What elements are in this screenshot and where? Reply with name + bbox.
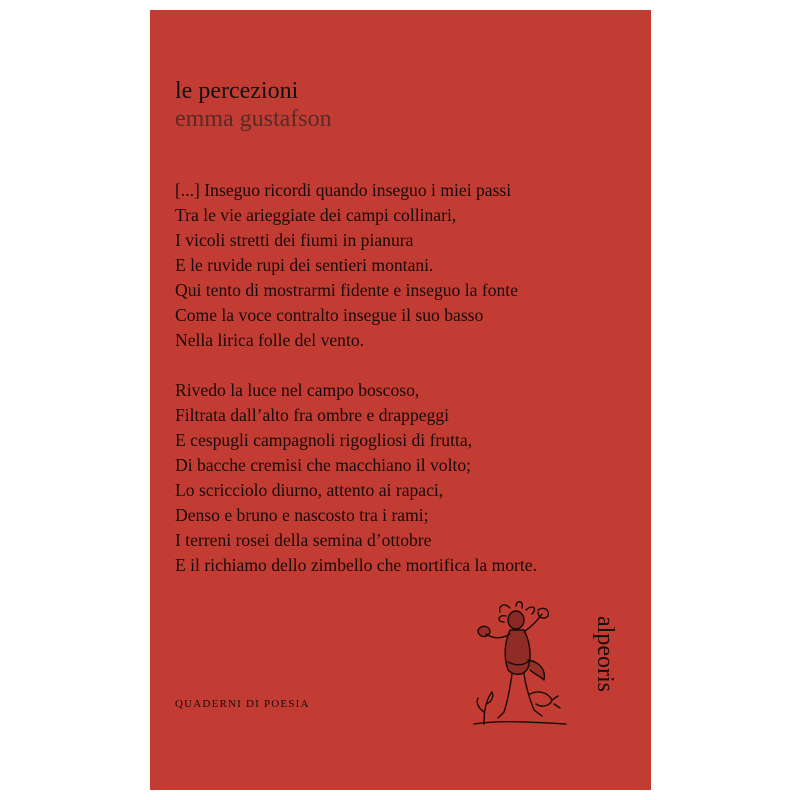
poem-line: Tra le vie arieggiate dei campi collinari, bbox=[175, 205, 457, 225]
stanza-2 bbox=[175, 378, 645, 578]
book-cover bbox=[150, 10, 651, 790]
book-title: le percezioni bbox=[175, 78, 299, 104]
book-author: emma gustafson bbox=[175, 106, 332, 132]
poem-line: Come la voce contralto insegue il suo basso bbox=[175, 305, 484, 325]
series-label: QUADERNI DI POESIA bbox=[175, 698, 310, 710]
svg-text:alpeoris: alpeoris bbox=[592, 616, 618, 692]
publisher-logo bbox=[580, 614, 618, 734]
poem-line: E cespugli campagnoli rigogliosi di frutta, bbox=[175, 430, 473, 450]
woodcut-figure-icon bbox=[470, 600, 570, 730]
poem-line: Nella lirica folle del vento. bbox=[175, 330, 365, 350]
poem-line: I terreni rosei della semina d’ottobre bbox=[175, 530, 432, 550]
poem-line: E le ruvide rupi dei sentieri montani. bbox=[175, 255, 434, 275]
poem-line: Filtrata dall’alto fra ombre e drappeggi bbox=[175, 405, 450, 425]
stanza-1 bbox=[175, 178, 645, 353]
poem-line: Qui tento di mostrarmi fidente e inseguo la fonte bbox=[175, 280, 518, 300]
poem-line: I vicoli stretti dei fiumi in pianura bbox=[175, 230, 414, 250]
poem-line: Rivedo la luce nel campo boscoso, bbox=[175, 380, 420, 400]
poem-line: [...] Inseguo ricordi quando inseguo i miei passi bbox=[175, 180, 512, 200]
poem-line: Di bacche cremisi che macchiano il volto; bbox=[175, 455, 472, 475]
poem-line: Denso e bruno e nascosto tra i rami; bbox=[175, 505, 429, 525]
poem-line: Lo scricciolo diurno, attento ai rapaci, bbox=[175, 480, 444, 500]
poem-line: E il richiamo dello zimbello che mortifica la morte. bbox=[175, 555, 538, 575]
poem-excerpt bbox=[175, 178, 645, 578]
